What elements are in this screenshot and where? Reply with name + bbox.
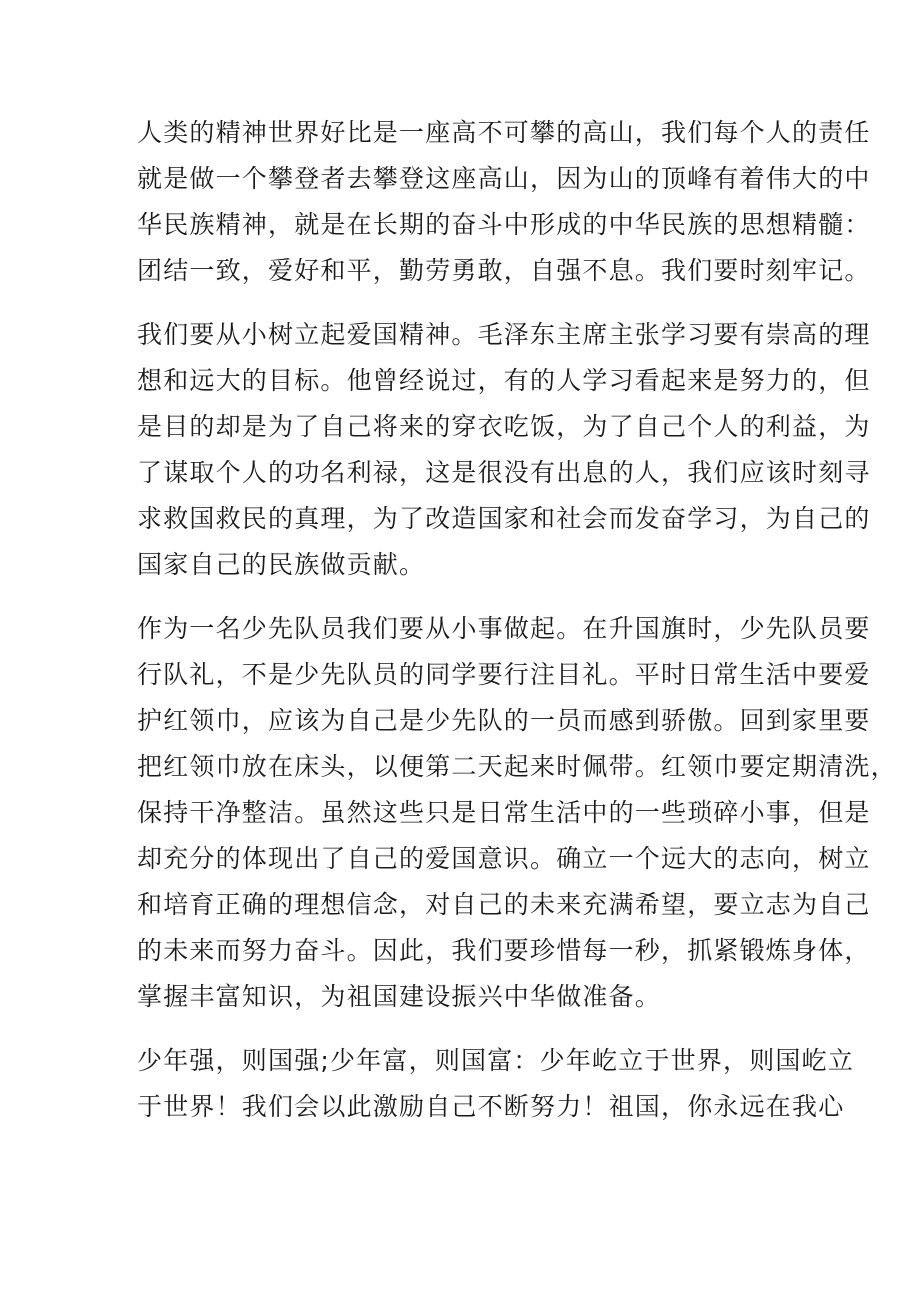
paragraph-4: [137, 1038, 855, 1130]
text-line: 少年强，则国强;少年富，则国富：少年屹立于世界，则国屹立: [137, 1046, 855, 1075]
text-line: 就是做一个攀登者去攀登这座高山，因为山的顶峰有着伟大的中: [137, 164, 871, 193]
text-line: 却充分的体现出了自己的爱国意识。确立一个远大的志向，树立: [137, 844, 871, 873]
paragraph-2: [137, 312, 871, 588]
text-line: 想和远大的目标。他曾经说过，有的人学习看起来是努力的，但: [137, 366, 871, 395]
text-line: 作为一名少先队员我们要从小事做起。在升国旗时，少先队员要: [137, 614, 871, 643]
text-line: 是目的却是为了自己将来的穿衣吃饭，为了自己个人的利益，为: [137, 412, 871, 441]
text-line: 于世界！我们会以此激励自己不断努力！祖国，你永远在我心: [137, 1092, 845, 1121]
text-line: 护红领巾，应该为自己是少先队的一员而感到骄傲。回到家里要: [137, 706, 871, 735]
text-line: 华民族精神，就是在长期的奋斗中形成的中华民族的思想精髓：: [137, 210, 871, 239]
document-body: [137, 110, 897, 1148]
text-line: 求救国救民的真理，为了改造国家和社会而发奋学习，为自己的: [137, 504, 871, 533]
text-line: 保持干净整洁。虽然这些只是日常生活中的一些琐碎小事，但是: [137, 798, 871, 827]
paragraph-3: [137, 606, 897, 1020]
text-line: 团结一致，爱好和平，勤劳勇敢，自强不息。我们要时刻牢记。: [137, 256, 871, 285]
text-line: 的未来而努力奋斗。因此，我们要珍惜每一秒，抓紧锻炼身体，: [137, 936, 871, 965]
text-line: 国家自己的民族做贡献。: [137, 550, 426, 579]
paragraph-1: [137, 110, 871, 294]
text-line: 行队礼，不是少先队员的同学要行注目礼。平时日常生活中要爱: [137, 660, 871, 689]
text-line: 和培育正确的理想信念，对自己的未来充满希望，要立志为自己: [137, 890, 871, 919]
text-line: 把红领巾放在床头，以便第二天起来时佩带。红领巾要定期清洗，: [137, 752, 897, 781]
text-line: 掌握丰富知识，为祖国建设振兴中华做准备。: [137, 982, 662, 1011]
text-line: 人类的精神世界好比是一座高不可攀的高山，我们每个人的责任: [137, 118, 871, 147]
text-line: 了谋取个人的功名利禄，这是很没有出息的人，我们应该时刻寻: [137, 458, 871, 487]
text-line: 我们要从小树立起爱国精神。毛泽东主席主张学习要有崇高的理: [137, 320, 871, 349]
